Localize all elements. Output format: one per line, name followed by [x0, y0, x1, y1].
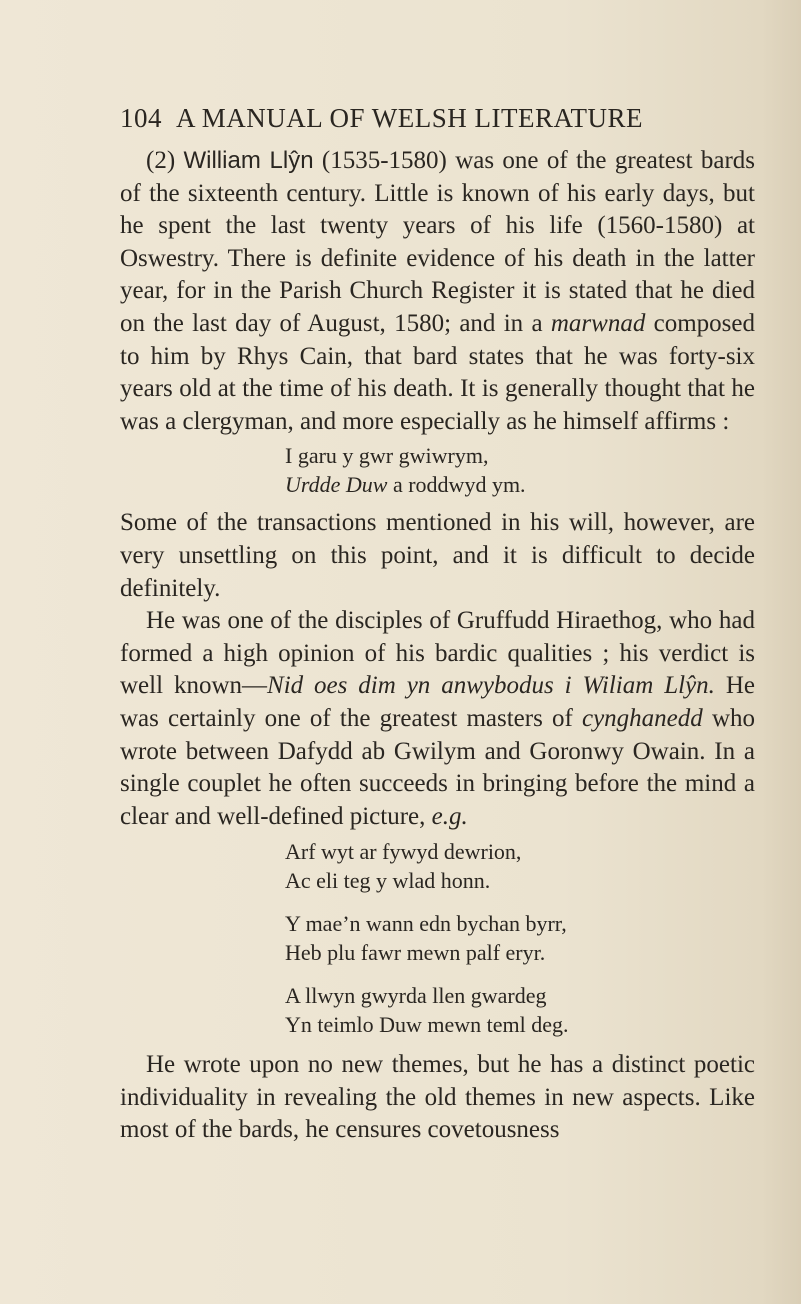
verse-line: I garu y gwr gwiwrym, — [285, 443, 489, 469]
item-number: (2) — [146, 147, 176, 174]
italic-abbrev: e.g. — [431, 802, 468, 830]
italic-term: cynghanedd — [581, 704, 703, 732]
body-text — [120, 145, 755, 1147]
paragraph-text: (1535-1580) was one of the greatest bards of the sixteenth century. Little is known of his early days, but he spent the last twenty years of his life (1560-1580) at Oswestry. There is definite evidence of his death in the latter year, for in the Parish Church Register it is stated that he died on the last day of August, 1580; and in a — [120, 147, 756, 337]
couplet — [285, 981, 755, 1039]
poet-name: William Llŷn — [183, 147, 314, 174]
running-header — [120, 103, 690, 134]
couplet — [285, 909, 755, 967]
paragraph-text: composed to him by Rhys Cain, that bard states that he was forty-six years old at the time of his death. It is generally thought that he was a clergyman, and more especially as he himself affirms : — [120, 309, 755, 435]
italic-term: Urdde Duw — [285, 472, 388, 498]
paragraph-text: He was certainly one of the greatest masters of — [120, 672, 755, 732]
verse-line: Heb plu fawr mewn palf eryr. — [285, 940, 546, 966]
couplet — [285, 837, 755, 895]
verse-line — [285, 470, 755, 499]
paragraph-themes: He wrote upon no new themes, but he has a distinct poetic individuality in revealing the old themes in new aspects. Like most of the bards, he censures covetousness — [120, 1051, 755, 1144]
verse-quote-2 — [285, 837, 755, 1039]
verse-line: A llwyn gwyrda llen gwardeg — [285, 983, 547, 1009]
verse-line: Yn teimlo Duw mewn teml deg. — [285, 1012, 569, 1038]
verse-quote-1 — [285, 441, 755, 499]
verse-line: Ac eli teg y wlad honn. — [285, 868, 491, 894]
verse-line: Y mae’n wann edn bychan byrr, — [285, 911, 567, 937]
page-number: 104 — [120, 103, 162, 133]
paragraph-william-llyn — [120, 145, 755, 438]
paragraph-text: who wrote between Dafydd ab Gwilym and Goronwy Owain. In a single couplet he often succeeds in bringing before the mind a clear and well-defined picture, — [120, 704, 755, 830]
verse-line-text: a roddwyd ym. — [387, 472, 526, 498]
book-title: A MANUAL OF WELSH LITERATURE — [176, 103, 643, 133]
paragraph-will: Some of the transactions mentioned in his will, however, are very unsettling on this point, and it is difficult to decide definitely. — [120, 509, 755, 602]
italic-term: marwnad — [550, 309, 646, 337]
paragraph-disciples — [120, 605, 755, 833]
paragraph-text: He was one of the disciples of Gruffudd Hiraethog, who had formed a high opinion of his bardic qualities ; his verdict is well known— — [120, 607, 755, 700]
verse-line: Arf wyt ar fywyd dewrion, — [285, 839, 522, 865]
italic-quote: Nid oes dim yn anwybodus i Wiliam Llŷn. — [267, 672, 715, 700]
